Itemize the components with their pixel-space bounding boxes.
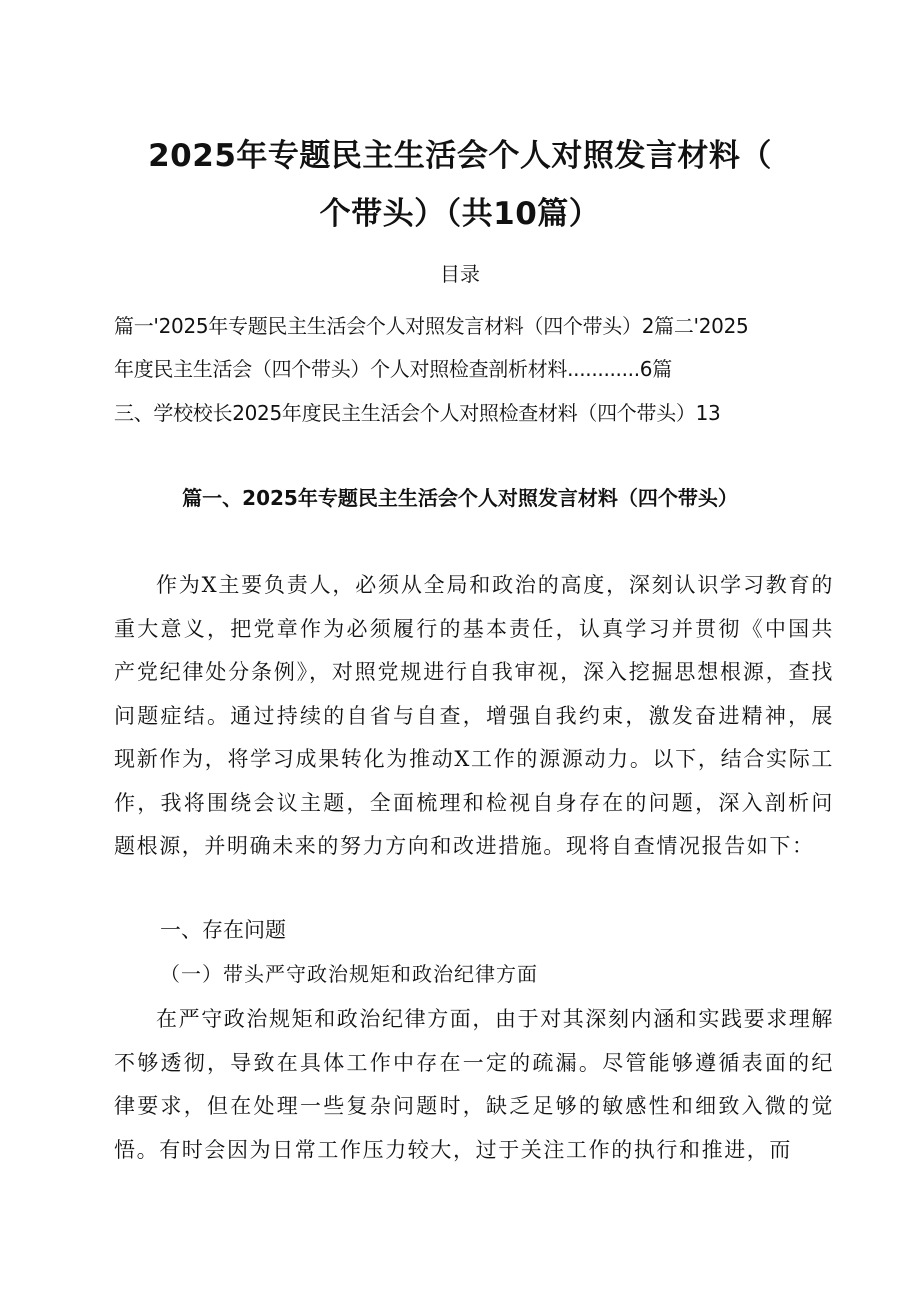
toc-line: 篇一'2025年专题民主生活会个人对照发言材料（四个带头）2篇二'2025 bbox=[114, 314, 749, 338]
body-paragraph: 在严守政治规矩和政治纪律方面，由于对其深刻内涵和实践要求理解不够透彻，导致在具体工作中存在一定的疏漏。尽管能够遵循表面的纪律要求，但在处理一些复杂问题时，缺乏足够的敏感性和细致入微的觉悟。有时会因为日常工作压力较大，过于关注工作的执行和推进，而 bbox=[114, 1007, 834, 1162]
heading-level-2: （一）带头严守政治规矩和政治纪律方面 bbox=[160, 962, 538, 986]
document-title-line-1: 2025年专题民主生活会个人对照发言材料（ bbox=[148, 138, 772, 174]
toc-line: 年度民主生活会（四个带头）个人对照检查剖析材料............6篇 bbox=[114, 357, 672, 381]
toc-heading: 目录 bbox=[440, 262, 480, 286]
intro-paragraph: 作为X主要负责人，必须从全局和政治的高度，深刻认识学习教育的重大意义，把党章作为必须履行的基本责任，认真学习并贯彻《中国共产党纪律处分条例》，对照党规进行自我审视，深入挖掘思想根源，查找问题症结。通过持续的自省与自查，增强自我约束，激发奋进精神，展现新作为，将学习成果转化为推动X工作的源源动力。以下，结合实际工作，我将围绕会议主题，全面梳理和检视自身存在的问题，深入剖析问题根源，并明确未来的努力方向和改进措施。现将自查情况报告如下： bbox=[114, 573, 834, 858]
toc-line: 三、学校校长2025年度民主生活会个人对照检查材料（四个带头）13 bbox=[114, 401, 721, 425]
heading-level-1: 一、存在问题 bbox=[160, 918, 286, 942]
section-title: 篇一、2025年专题民主生活会个人对照发言材料（四个带头） bbox=[182, 486, 738, 510]
document-title-line-2: 个带头）（共10篇） bbox=[319, 196, 601, 232]
